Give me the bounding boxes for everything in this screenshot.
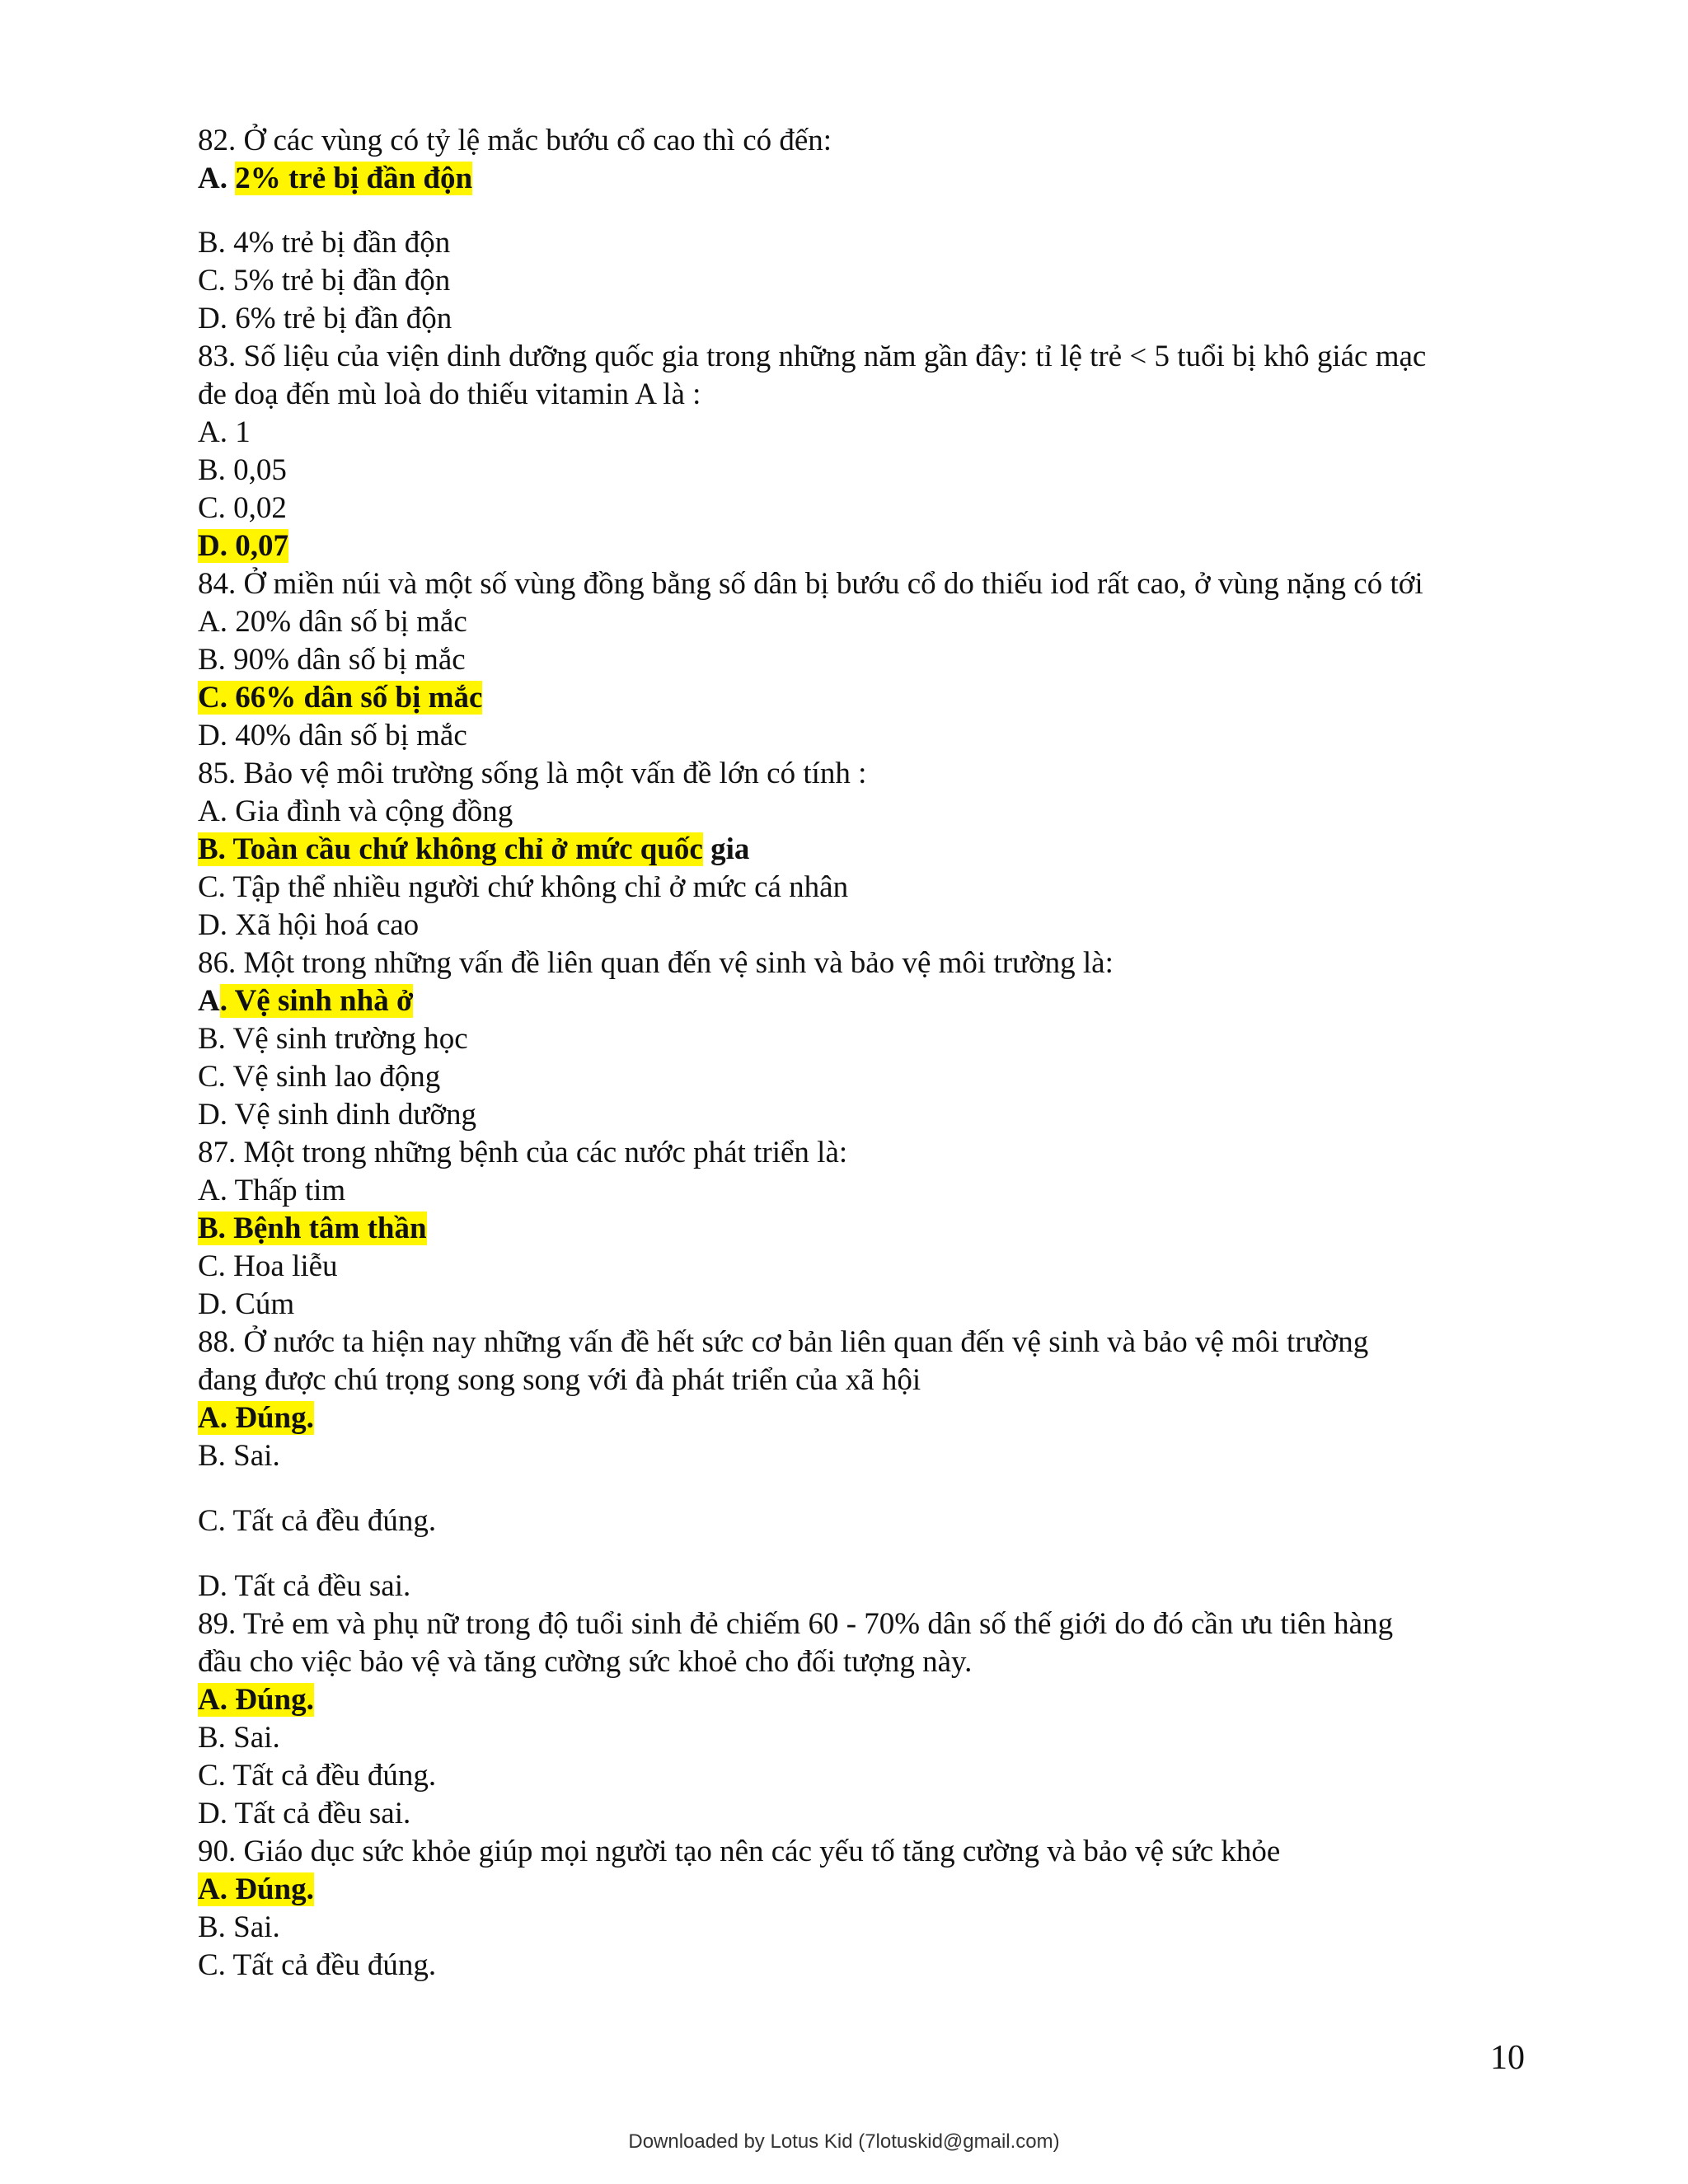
q85-answer-b-highlight: B. Toàn cầu chứ không chỉ ở mức quốc (198, 832, 703, 866)
q85-answer-a: A. Gia đình và cộng đồng (198, 794, 513, 828)
q83-answer-d-highlight: D. 0,07 (198, 529, 288, 563)
spacer (198, 198, 1533, 224)
q82-answer-a (198, 160, 1533, 198)
question-86: 86. Một trong những vấn đề liên quan đến vệ sinh và bảo vệ môi trường là: (198, 946, 1114, 980)
q83-answer-a: A. 1 (198, 415, 251, 449)
q88-answer-b: B. Sai. (198, 1439, 280, 1473)
q86-answer-a-highlight: . Vệ sinh nhà ở (219, 984, 414, 1018)
question-88-line-1: 88. Ở nước ta hiện nay những vấn đề hết sức cơ bản liên quan đến vệ sinh và bảo vệ môi trường (198, 1325, 1369, 1359)
q83-answer-b: B. 0,05 (198, 453, 287, 487)
q85-answer-d: D. Xã hội hoá cao (198, 908, 420, 942)
q83-answer-d (198, 527, 1533, 565)
q90-answer-a-highlight: A. Đúng. (198, 1872, 314, 1906)
page-number: 10 (1490, 2039, 1525, 2077)
q86-answer-a-prefix: A (198, 984, 220, 1018)
q86-answer-c: C. Vệ sinh lao động (198, 1060, 441, 1094)
q82-answer-d: D. 6% trẻ bị đần độn (198, 302, 452, 335)
q87-answer-b-highlight: B. Bệnh tâm thần (198, 1212, 427, 1245)
q90-answer-c: C. Tất cả đều đúng. (198, 1948, 437, 1982)
q84-answer-a: A. 20% dân số bị mắc (198, 605, 467, 639)
spacer (198, 1475, 1533, 1502)
q85-answer-c: C. Tập thể nhiều người chứ không chỉ ở mức cá nhân (198, 870, 849, 904)
question-82: 82. Ở các vùng có tỷ lệ mắc bướu cổ cao thì có đến: (198, 124, 832, 157)
q84-answer-b: B. 90% dân số bị mắc (198, 643, 466, 677)
q86-answer-b: B. Vệ sinh trường học (198, 1022, 468, 1056)
q88-answer-a (198, 1399, 1533, 1437)
q88-answer-c: C. Tất cả đều đúng. (198, 1504, 437, 1538)
q90-answer-a (198, 1871, 1533, 1909)
question-83-line-2: đe doạ đến mù loà do thiếu vitamin A là : (198, 377, 701, 411)
q86-answer-a (198, 982, 1533, 1020)
q84-answer-c-highlight: C. 66% dân số bị mắc (198, 681, 483, 715)
q86-answer-d: D. Vệ sinh dinh dưỡng (198, 1098, 477, 1132)
question-88-line-2: đang được chú trọng song song với đà phát triển của xã hội (198, 1363, 921, 1397)
q84-answer-c (198, 679, 1533, 717)
q82-answer-a-prefix: A. (198, 162, 236, 195)
q87-answer-c: C. Hoa liễu (198, 1249, 338, 1283)
q83-answer-c: C. 0,02 (198, 491, 287, 525)
q89-answer-c: C. Tất cả đều đúng. (198, 1759, 437, 1793)
q87-answer-b (198, 1210, 1533, 1248)
question-87: 87. Một trong những bệnh của các nước phát triển là: (198, 1136, 848, 1169)
question-84: 84. Ở miền núi và một số vùng đồng bằng số dân bị bướu cổ do thiếu iod rất cao, ở vùng nặng có tới (198, 567, 1423, 601)
question-89-line-1: 89. Trẻ em và phụ nữ trong độ tuổi sinh đẻ chiếm 60 - 70% dân số thế giới do đó cần ưu tiên hàng (198, 1607, 1394, 1641)
spacer (198, 1540, 1533, 1568)
question-85: 85. Bảo vệ môi trường sống là một vấn đề lớn có tính : (198, 757, 867, 790)
question-89-line-2: đầu cho việc bảo vệ và tăng cường sức khoẻ cho đối tượng này. (198, 1645, 973, 1679)
q82-answer-c: C. 5% trẻ bị đần độn (198, 264, 451, 298)
q88-answer-d: D. Tất cả đều sai. (198, 1569, 411, 1603)
q88-answer-a-highlight: A. Đúng. (198, 1401, 314, 1435)
q82-answer-a-highlight: 2% trẻ bị đần độn (235, 162, 473, 195)
document-page (198, 122, 1533, 1985)
q82-answer-b: B. 4% trẻ bị đần độn (198, 226, 451, 260)
q84-answer-d: D. 40% dân số bị mắc (198, 719, 467, 752)
q90-answer-b: B. Sai. (198, 1910, 280, 1944)
q87-answer-d: D. Cúm (198, 1287, 295, 1321)
q85-answer-b (198, 831, 1533, 869)
question-83-line-1: 83. Số liệu của viện dinh dưỡng quốc gia trong những năm gần đây: tỉ lệ trẻ < 5 tuổi bị khô giác mạc (198, 340, 1427, 373)
q89-answer-d: D. Tất cả đều sai. (198, 1797, 411, 1830)
q89-answer-a (198, 1681, 1533, 1719)
q85-answer-b-rest: gia (702, 832, 750, 866)
q89-answer-a-highlight: A. Đúng. (198, 1683, 314, 1717)
q87-answer-a: A. Thấp tim (198, 1174, 346, 1207)
q89-answer-b: B. Sai. (198, 1721, 280, 1755)
download-footer: Downloaded by Lotus Kid (7lotuskid@gmail.com) (628, 2130, 1060, 2153)
question-90: 90. Giáo dục sức khỏe giúp mọi người tạo nên các yếu tố tăng cường và bảo vệ sức khỏe (198, 1835, 1281, 1868)
